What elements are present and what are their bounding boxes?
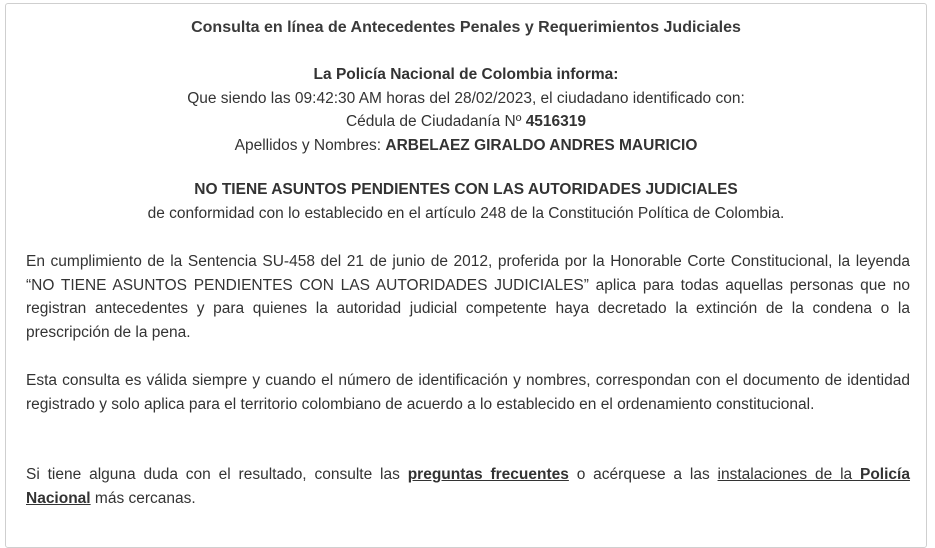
- result-block: [6, 178, 926, 225]
- validez-paragraph: Esta consulta es válida siempre y cuando el número de identificación y nombres, correspondan con el documento de identidad registrado y solo aplica para el territorio colombiano de acuerdo a lo establecido en el ordenamiento constitucional.: [26, 372, 910, 413]
- line-prefix: Que siendo las: [187, 89, 295, 107]
- cedula-line: [6, 110, 926, 134]
- names-line: [6, 134, 926, 158]
- help-prefix: Si tiene alguna duda con el resultado, consulte las: [26, 466, 408, 483]
- informa-heading: La Policía Nacional de Colombia informa:: [313, 66, 619, 83]
- names-label: Apellidos y Nombres:: [234, 136, 386, 154]
- page-title: Consulta en línea de Antecedentes Penales y Requerimientos Judiciales: [191, 19, 741, 36]
- consultation-time: 09:42:30 AM: [294, 89, 382, 107]
- consultation-line: [6, 87, 926, 111]
- cedula-label: Cédula de Ciudadanía Nº: [345, 113, 526, 130]
- result-basis: de conformidad con lo establecido en el artículo 248 de la Constitución Política de Colombia.: [147, 204, 785, 222]
- names-value: ARBELAEZ GIRALDO ANDRES MAURICIO: [385, 136, 698, 154]
- faq-link[interactable]: preguntas frecuentes: [407, 466, 569, 483]
- result-status: NO TIENE ASUNTOS PENDIENTES CON LAS AUTORIDADES JUDICIALES: [194, 181, 738, 198]
- cedula-number: 4516319: [525, 113, 587, 130]
- help-paragraph: [26, 463, 910, 510]
- help-suffix: más cercanas.: [90, 489, 196, 507]
- line-suffix: , el ciudadano identificado con:: [531, 89, 745, 107]
- policia-link-text[interactable]: Policía Nacional: [26, 466, 910, 507]
- help-middle: o acérquese a las: [568, 466, 718, 483]
- sentencia-paragraph: En cumplimiento de la Sentencia SU-458 del 21 de junio de 2012, proferida por la Honorable Corte Constitucional, la leyenda “NO TIENE ASUNTOS PENDIENTES CON LAS AUTORIDADES JUDICIALES” aplica para todas aquellas personas que no registran antecedentes y para quienes la autoridad judicial competente haya decretado la extinción de la condena o la prescripción de la pena.: [26, 253, 910, 341]
- result-panel: [5, 3, 927, 548]
- instalaciones-link-text[interactable]: instalaciones de la: [717, 466, 860, 483]
- line-mid: horas del: [381, 89, 455, 107]
- citizen-info: [6, 63, 926, 157]
- consultation-date: 28/02/2023: [454, 89, 532, 107]
